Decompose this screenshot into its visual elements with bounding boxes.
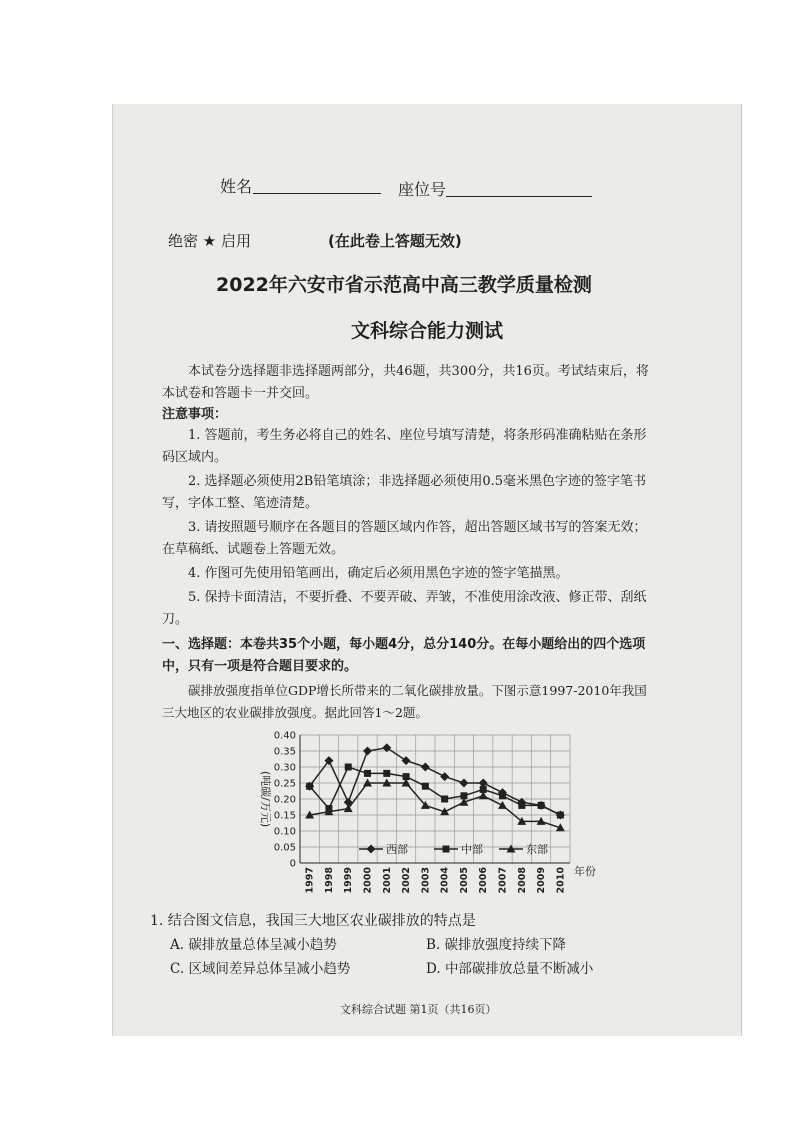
x-tick-label: 1998 (323, 867, 335, 894)
data-point (363, 747, 372, 756)
x-tick-label: 2001 (381, 867, 393, 894)
data-point (518, 802, 525, 809)
x-tick-label: 2008 (516, 867, 528, 894)
option-d[interactable] (426, 957, 593, 977)
y-tick-label: 0.30 (273, 762, 296, 774)
x-tick-label: 1997 (304, 867, 316, 894)
data-point (498, 801, 507, 809)
notes-heading: 注意事项： (162, 407, 228, 422)
y-tick-label: 0.05 (273, 842, 296, 854)
data-point (440, 772, 449, 781)
x-tick-label: 1999 (343, 867, 355, 894)
data-point (345, 764, 352, 771)
note-item: 5. 保持卡面清洁，不要折叠、不要弄破、弄皱，不准使用涂改液、修正带、刮纸刀。 (162, 590, 647, 627)
y-tick-label: 0.20 (273, 794, 296, 806)
option-a[interactable] (170, 933, 337, 953)
x-tick-label: 2000 (362, 867, 374, 894)
question-stem: 1. 结合图文信息，我国三大地区农业碳排放的特点是 (150, 913, 476, 929)
option-c[interactable] (170, 957, 350, 977)
option-c-text: 区域间差异总体呈减小趋势 (188, 961, 351, 977)
x-tick-label: 2009 (536, 867, 548, 894)
option-d-text: 中部碳排放总量不断减小 (444, 961, 594, 977)
x-tick-label: 2004 (439, 867, 451, 894)
secret-label: 绝密 ★ 启用 (168, 232, 251, 250)
passage: 碳排放强度指单位GDP增长所带来的二氧化碳排放量。下图示意1997-2010年我国三大地区的农业碳排放强度。据此回答1～2题。 (162, 683, 647, 720)
seat-label: 座位号 (398, 180, 447, 199)
y-tick-label: 0.35 (273, 746, 296, 758)
name-label: 姓名 (220, 177, 253, 196)
option-a-text: 碳排放量总体呈减小趋势 (188, 937, 337, 953)
data-point (421, 763, 430, 772)
x-tick-label: 2003 (420, 867, 432, 894)
note-item: 3. 请按照题号顺序在各题目的答题区域内作答，超出答题区域书写的答案无效；在草稿纸、试题卷上答题无效。 (162, 520, 647, 557)
name-blank (253, 193, 381, 194)
note-item: 2. 选择题必须使用2B铅笔填涂；非选择题必须使用0.5毫米黑色字迹的签字笔书写，字体工整、笔迹清楚。 (162, 474, 647, 511)
x-tick-label: 2005 (458, 867, 470, 894)
x-tick-label: 2007 (497, 867, 509, 894)
option-b-text: 碳排放强度持续下降 (444, 937, 567, 953)
data-point (499, 792, 506, 799)
legend-marker (367, 845, 376, 854)
data-point (459, 779, 468, 788)
y-tick-label: 0.40 (273, 730, 296, 742)
data-point (306, 783, 313, 790)
option-d-label: D. (426, 961, 441, 977)
y-tick-label: 0 (289, 858, 296, 870)
note-item: 4. 作图可先使用铅笔画出，确定后必须用黑色字迹的签字笔描黑。 (188, 566, 569, 581)
data-point (422, 783, 429, 790)
y-tick-label: 0.10 (273, 826, 296, 838)
legend-label: 西部 (386, 843, 408, 856)
x-axis-label: 年份 (574, 865, 596, 878)
legend-label: 东部 (526, 843, 548, 856)
no-answer-note: (在此卷上答题无效) (328, 232, 462, 250)
seat-blank (446, 196, 592, 197)
y-tick-label: 0.25 (273, 778, 296, 790)
data-point (557, 812, 564, 819)
y-tick-label: 0.15 (273, 810, 296, 822)
x-tick-label: 2006 (478, 867, 490, 894)
page-footer: 文科综合试题 第1页（共16页） (340, 1003, 497, 1016)
legend-marker (443, 846, 450, 853)
x-tick-label: 2010 (555, 867, 567, 894)
x-tick-label: 2002 (401, 867, 413, 894)
data-point (364, 770, 371, 777)
option-b[interactable] (426, 933, 566, 953)
carbon-intensity-chart (240, 725, 620, 895)
section-heading: 一、选择题：本卷共35个小题，每小题4分，总分140分。在每小题给出的四个选项中，只有一项是符合题目要求的。 (162, 637, 646, 674)
note-item: 1. 答题前，考生务必将自己的姓名、座位号填写清楚，将条形码准确粘贴在条形码区域内。 (162, 428, 647, 465)
data-point (441, 796, 448, 803)
data-point (383, 770, 390, 777)
data-point (402, 756, 411, 765)
legend-label: 中部 (461, 843, 483, 856)
page-subtitle: 文科综合能力测试 (351, 320, 504, 342)
option-b-label: B. (426, 937, 441, 953)
page-title: 2022年六安市省示范高中高三教学质量检测 (216, 274, 592, 296)
option-a-label: A. (170, 937, 185, 953)
y-axis-label: (吨碳/万元) (259, 770, 272, 828)
intro-paragraph: 本试卷分选择题非选择题两部分，共46题，共300分，共16页。考试结束后，将本试卷和答题卡一并交回。 (162, 364, 649, 401)
option-c-label: C. (170, 961, 185, 977)
data-point (538, 802, 545, 809)
